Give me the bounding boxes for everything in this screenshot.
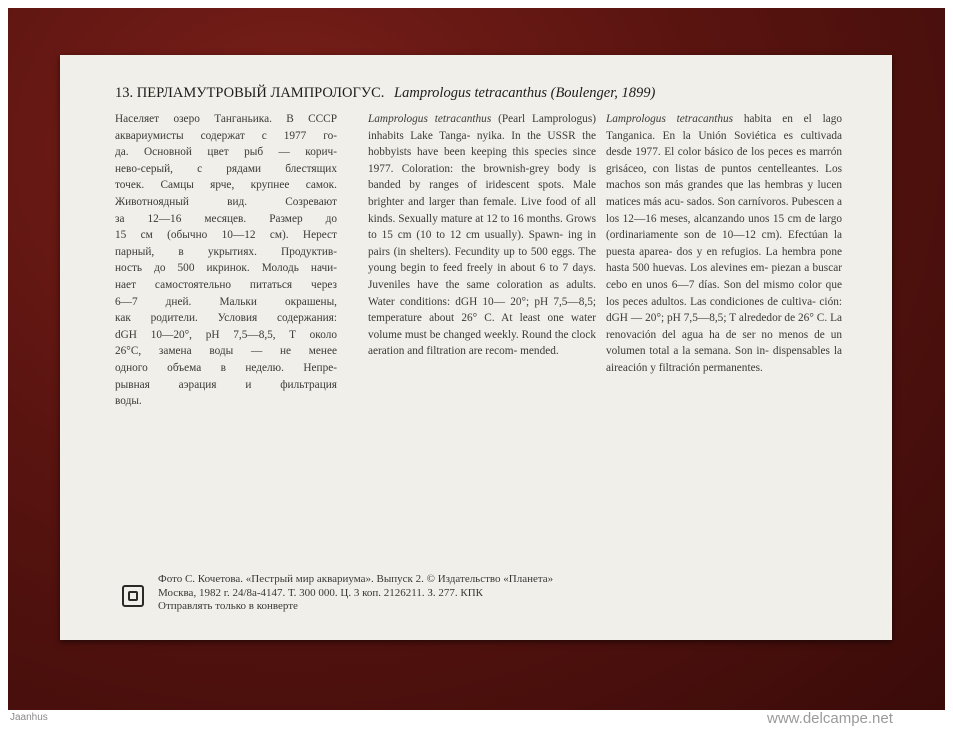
publisher-footer: [158, 573, 553, 614]
english-lead-latin: Lamprologus tetracanthus: [368, 113, 492, 125]
title-russian: 13. ПЕРЛАМУТРОВЫЙ ЛАМПРОЛОГУС.: [115, 85, 385, 101]
spanish-text-line: es cultivada desde 1977. El color: [606, 129, 842, 159]
english-text-line: is banded by ranges of iridescent: [368, 162, 596, 192]
spanish-text-line: dispensables la aireación y filtración: [606, 345, 842, 374]
english-text-line: adults. Water conditions: dGH 10—: [368, 278, 596, 308]
russian-text-line: 6—7 дней. Мальки окрашены,: [115, 295, 337, 308]
postcard-title: [115, 85, 875, 102]
english-text-line: 20°; pH 7,5—8,5; temperature about: [368, 295, 596, 325]
spanish-text-line: 10—12 cm). Efectúan la puesta aparea-: [606, 229, 843, 258]
russian-text-line: как родители. Условия содержания:: [115, 312, 337, 325]
spanish-lead-latin: Lamprologus tetracanthus: [606, 113, 734, 125]
english-text-line: mended.: [520, 345, 559, 358]
russian-text-line: Животноядный вид. Созревают: [115, 195, 337, 208]
spanish-text-line: piezan a buscar cebo en unos 6—7 días.: [606, 262, 842, 291]
spanish-text-line: 12—16 meses, alcanzando unos 15 cm: [622, 212, 805, 225]
russian-text-line: да. Основной цвет рыб — корич-: [115, 146, 337, 159]
spanish-text-line: Son del mismo color que los peces: [606, 278, 842, 308]
spanish-text-line: hasta 500 huevas. Los alevines em-: [606, 262, 772, 275]
spanish-text-line: adultos. Las condiciones de cultiva-: [651, 295, 820, 308]
spanish-text-line: básico de los peces es marrón grisáceo,: [606, 146, 842, 175]
russian-text-line: воды.: [115, 395, 142, 408]
russian-text-line: dGH 10—20°, pH 7,5—8,5, T около: [115, 328, 337, 341]
title-latin-name: Lamprologus tetracanthus: [394, 85, 547, 101]
spanish-text-line: habita en el: [743, 113, 823, 125]
spanish-text-line: del agua ha de ser no menos de un: [662, 328, 842, 341]
spanish-text-line: las hembras y lucen matices más acu-: [606, 179, 842, 208]
russian-text-line: одного объема в неделю. Непре-: [115, 361, 337, 374]
english-description: [368, 111, 596, 360]
spanish-text-line: de largo (ordinariamente son de: [606, 212, 843, 242]
english-text-line: feed freely in about 6 to 7 days.: [442, 262, 596, 275]
english-text-line: nyika. In the USSR the hobbyists have: [368, 129, 596, 159]
russian-text-line: 26°C, замена воды — не менее: [115, 345, 337, 358]
english-text-line: ing in pairs (in shelters). Fecundity: [368, 229, 596, 258]
english-text-line: spots. Male brighter and larger than: [368, 179, 596, 208]
spanish-text-line: con listas de puntos centelleantes.: [652, 162, 826, 175]
russian-text-line: Населяет озеро Танганьика. В СССР: [115, 113, 337, 125]
english-text-line: mature at 12 to 16 months. Grows to: [368, 212, 596, 242]
english-text-line: female. Live food of all kinds. Sexually: [368, 195, 597, 225]
english-text-line: been keeping this species since 1977.: [368, 146, 596, 175]
russian-text-line: 15 см (обычно 10—12 см). Нерест: [115, 229, 337, 242]
spanish-text-line: ción: dGH — 20°; pH 7,5—8,5;: [606, 295, 843, 325]
watermark-site: www.delcampe.net: [767, 710, 893, 727]
english-text-line: be changed weekly. Round the clock: [429, 328, 596, 341]
footer-line-2: Москва, 1982 г. 24/8а-4147. Т. 300 000. Ц. 3 коп. 2126211. З. 277. КПК: [158, 586, 484, 599]
english-text-line: Coloration: the brownish-grey body: [401, 162, 589, 175]
english-text-line: up to 500 eggs. The young begin to: [368, 245, 596, 275]
title-author: (Boulenger, 1899): [550, 85, 656, 101]
footer-line-1: Фото С. Кочетова. «Пестрый мир аквариума». Выпуск 2. © Издательство «Планета»: [158, 573, 554, 585]
russian-description: [115, 111, 337, 410]
watermark-seller: Jaanhus: [10, 712, 48, 723]
spanish-text-line: T alrededor de 26° C. La renovación: [606, 312, 842, 341]
english-text-line: Juveniles have the same coloration as: [368, 278, 567, 291]
spanish-text-line: lago Tanganica. En la Unión Soviética: [606, 113, 843, 142]
english-text-line: Lamprologus) inhabits Lake Tanga-: [368, 113, 596, 142]
russian-text-line: за 12—16 месяцев. Размер до: [115, 212, 337, 225]
spanish-text-line: volumen total a la semana. Son in-: [606, 345, 773, 358]
planeta-logo-icon: [122, 585, 144, 607]
footer-line-3: Отправлять только в конверте: [158, 600, 298, 612]
russian-text-line: парный, в укрытиях. Продуктив-: [115, 245, 337, 258]
english-text-line: 15 cm (10 to 12 cm usually). Spawn-: [381, 229, 568, 242]
russian-text-line: аквариумисты содержат с 1977 го-: [115, 129, 337, 142]
english-text-line: 26° C. At least one water volume must: [368, 312, 596, 341]
spanish-text-line: sados. Son carnívoros. Pubescen a los: [606, 195, 842, 225]
russian-text-line: рывная аэрация и фильтрация: [115, 378, 337, 391]
spanish-description: [606, 111, 842, 377]
spanish-text-line: permanentes.: [702, 361, 763, 374]
russian-text-line: точек. Самцы ярче, крупнее самок.: [115, 179, 337, 192]
russian-text-line: нево-серый, с рядами блестящих: [115, 162, 337, 175]
spanish-text-line: dos y en refugios. La hembra pone: [676, 245, 842, 258]
russian-text-line: ность до 500 икринок. Молодь начи-: [115, 262, 337, 275]
spanish-text-line: Los machos son más grandes que: [606, 162, 842, 192]
russian-text-line: нает самостоятельно питаться через: [115, 278, 337, 291]
english-text-line: aeration and filtration are recom-: [368, 345, 521, 358]
english-text-line: (Pearl: [498, 113, 532, 125]
postcard: [60, 55, 892, 640]
